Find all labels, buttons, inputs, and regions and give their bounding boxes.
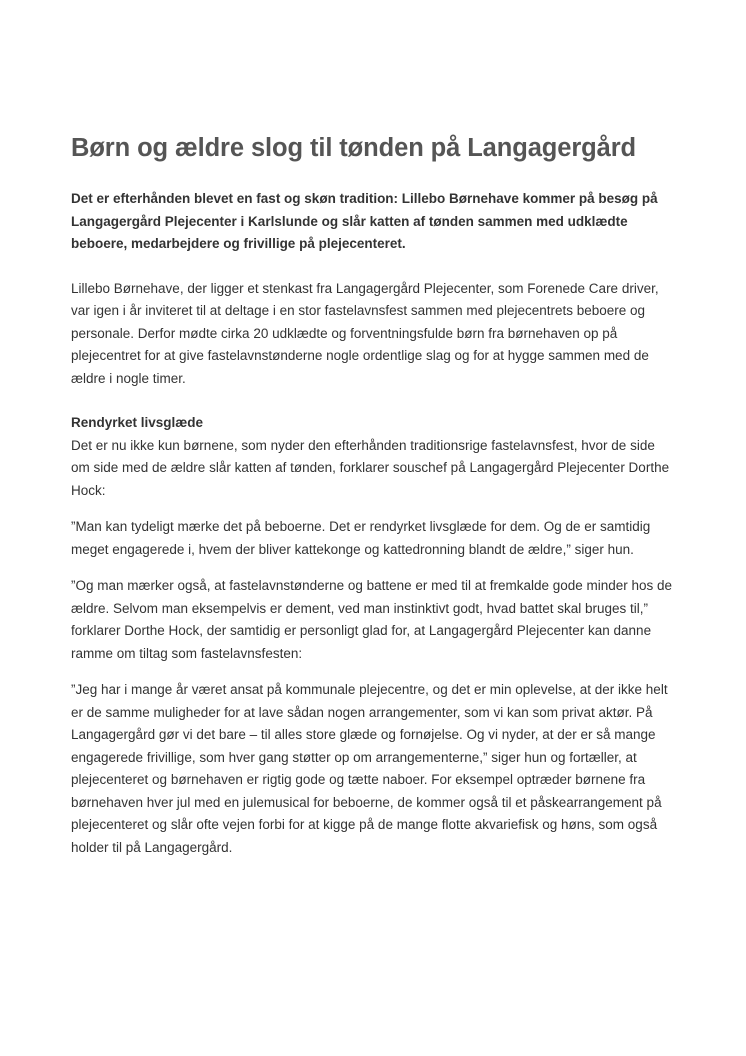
- article-title: Børn og ældre slog til tønden på Langagergård: [71, 134, 637, 162]
- section-subheading: Rendyrket livsglæde: [71, 415, 204, 430]
- paragraph-3: ”Man kan tydeligt mærke det på beboerne. Det er rendyrket livsglæde for dem. Og de er samtidig meget engagerede i, hvem der bliver kattekonge og kattedronning blandt de ældre,” siger hun.: [71, 519, 651, 557]
- paragraph-1: Lillebo Børnehave, der ligger et stenkast fra Langagergård Plejecenter, som Forenede Care driver, var igen i år inviteret til at deltage i en stor fastelavnsfest sammen med plejecentrets beboere og personale. Derfor mødte cirka 20 udklædte og forventningsfulde børn fra børnehaven op på plejecentret for at give fastelavnstønderne nogle ordentlige slag og for at hygge sammen med de ældre i nogle timer.: [71, 280, 659, 386]
- document-page: [71, 128, 676, 881]
- paragraph-5: ”Jeg har i mange år været ansat på kommunale plejecentre, og det er min oplevelse, at der ikke helt er de samme muligheder for at lave sådan nogen arrangementer, som vi kan som privat aktør. På Langagergård gør vi det bare – til alles store glæde og fornøjelse. Og vi nyder, at der er så mange engagerede frivillige, som hver gang støtter op om arrangementerne,” siger hun og fortæller, at plejecenteret og børnehaven er rigtig gode og tætte naboer. For eksempel optræder børnene fra børnehaven hver jul med en julemusical for beboerne, de kommer også til et påskearrangement på plejecenteret og slår ofte vejen forbi for at kigge på de mange flotte akvariefisk og høns, som også holder til på Langagergård.: [71, 682, 668, 855]
- paragraph-4: ”Og man mærker også, at fastelavnstønderne og battene er med til at fremkalde gode minder hos de ældre. Selvom man eksempelvis er dement, ved man instinktivt godt, hvad battet skal bruges til,” forklarer Dorthe Hock, der samtidig er personligt glad for, at Langagergård Plejecenter kan danne ramme om tiltag som fastelavnsfesten:: [71, 578, 673, 661]
- section-rendyrket: [71, 412, 676, 502]
- paragraph-2: Det er nu ikke kun børnene, som nyder den efterhånden traditionsrige fastelavnsfest, hvor de side om side med de ældre slår katten af tønden, forklarer souschef på Langagergård Plejecenter Dorthe Hock:: [71, 437, 670, 498]
- article-lead: Det er efterhånden blevet en fast og skøn tradition: Lillebo Børnehave kommer på besøg på Langagergård Plejecenter i Karlslunde og slår katten af tønden sammen med udklædte beboere, medarbejdere og frivillige på plejecenteret.: [71, 191, 658, 251]
